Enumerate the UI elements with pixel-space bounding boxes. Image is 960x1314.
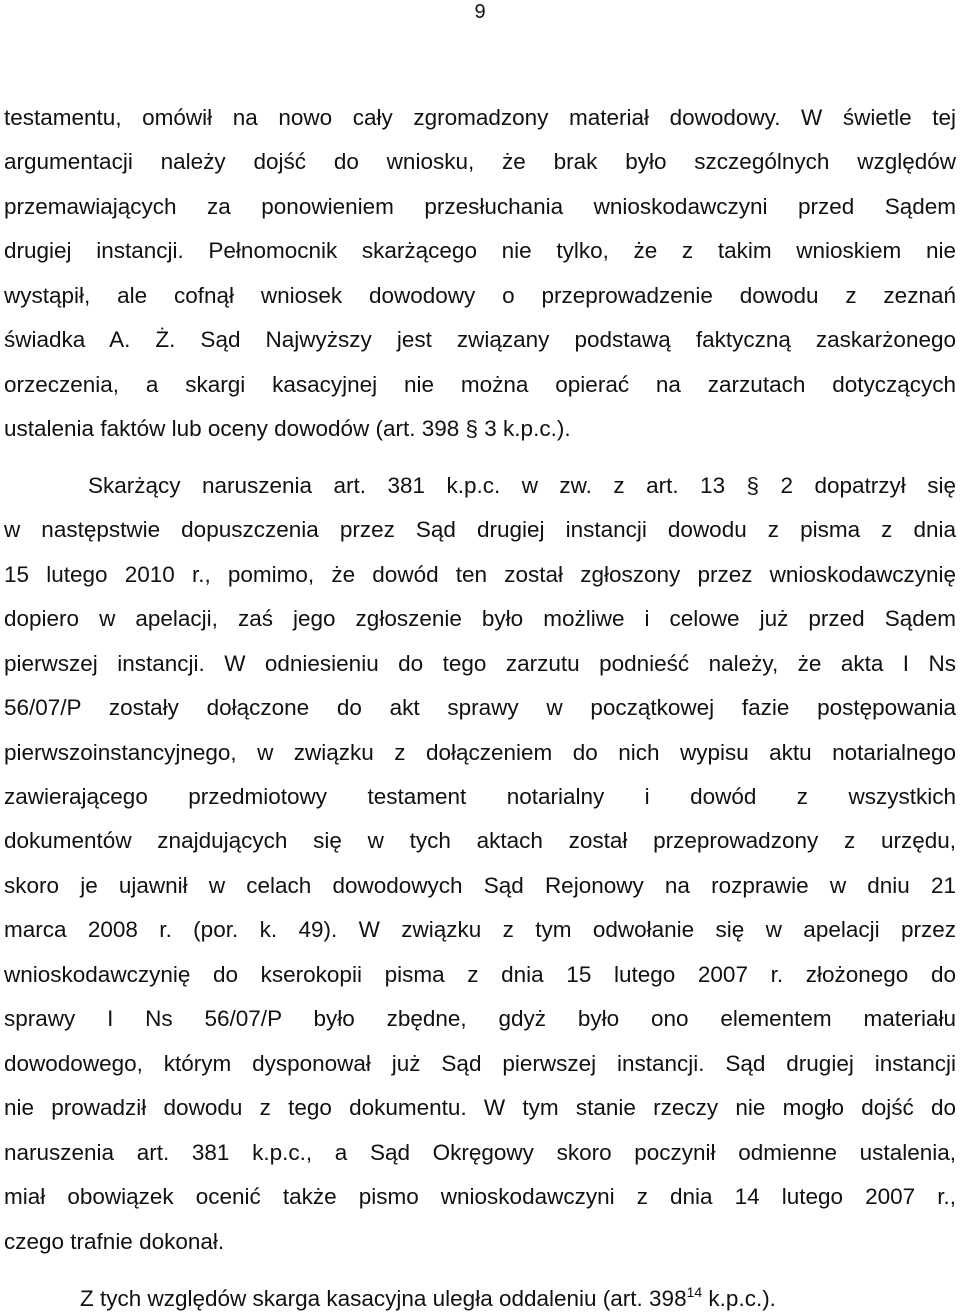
text-line: marca 2008 r. (por. k. 49). W związku z tym odwołanie się w apelacji przez bbox=[4, 917, 956, 942]
text-line: skoro je ujawnił w celach dowodowych Sąd Rejonowy na rozprawie w dniu 21 bbox=[4, 873, 956, 898]
text-line: czego trafnie dokonał. bbox=[4, 1229, 225, 1254]
text-line: argumentacji należy dojść do wniosku, że brak było szczególnych względów bbox=[4, 149, 956, 174]
text-line: świadka A. Ż. Sąd Najwyższy jest związany podstawą faktyczną zaskarżonego bbox=[4, 327, 956, 352]
text-line: pierwszej instancji. W odniesieniu do tego zarzutu podnieść należy, że akta I Ns bbox=[4, 651, 956, 676]
page-number: 9 bbox=[474, 1, 486, 23]
text-line: 15 lutego 2010 r., pomimo, że dowód ten został zgłoszony przez wnioskodawczynię bbox=[4, 562, 956, 587]
text-line: testamentu, omówił na nowo cały zgromadzony materiał dowodowy. W świetle tej bbox=[4, 105, 956, 130]
text-line: naruszenia art. 381 k.p.c., a Sąd Okręgowy skoro poczynił odmienne ustalenia, bbox=[4, 1140, 956, 1165]
text-line: zawierającego przedmiotowy testament notarialny i dowód z wszystkich bbox=[4, 784, 956, 809]
text-line: wnioskodawczynię do kserokopii pisma z dnia 15 lutego 2007 r. złożonego do bbox=[4, 962, 956, 987]
text-line: dokumentów znajdujących się w tych aktach został przeprowadzony z urzędu, bbox=[4, 828, 956, 853]
text-line: ustalenia faktów lub oceny dowodów (art. 398 § 3 k.p.c.). bbox=[4, 416, 571, 441]
closing-sentence bbox=[80, 1284, 776, 1314]
text-line: drugiej instancji. Pełnomocnik skarżącego nie tylko, że z takim wnioskiem nie bbox=[4, 238, 956, 263]
text-line: wystąpił, ale cofnął wniosek dowodowy o przeprowadzenie dowodu z zeznań bbox=[4, 283, 956, 308]
text-line: dowodowego, którym dysponował już Sąd pierwszej instancji. Sąd drugiej instancji bbox=[4, 1051, 956, 1076]
closing-sentence-end: k.p.c.). bbox=[702, 1286, 776, 1311]
article-superscript: 14 bbox=[686, 1284, 703, 1300]
text-line: pierwszoinstancyjnego, w związku z dołączeniem do nich wypisu aktu notarialnego bbox=[4, 740, 956, 765]
text-line: orzeczenia, a skargi kasacyjnej nie można opierać na zarzutach dotyczących bbox=[4, 372, 956, 397]
text-line: nie prowadził dowodu z tego dokumentu. W tym stanie rzeczy nie mogło dojść do bbox=[4, 1095, 956, 1120]
text-line: 56/07/P zostały dołączone do akt sprawy w początkowej fazie postępowania bbox=[4, 695, 956, 720]
text-line: miał obowiązek ocenić także pismo wnioskodawczyni z dnia 14 lutego 2007 r., bbox=[4, 1184, 956, 1209]
closing-sentence-text: Z tych względów skarga kasacyjna uległa oddaleniu (art. 398 bbox=[80, 1286, 687, 1311]
text-line: dopiero w apelacji, zaś jego zgłoszenie było możliwe i celowe już przed Sądem bbox=[4, 606, 956, 631]
paragraph-first-line: Skarżący naruszenia art. 381 k.p.c. w zw. z art. 13 § 2 dopatrzył się bbox=[88, 473, 956, 498]
text-line: przemawiających za ponowieniem przesłuchania wnioskodawczyni przed Sądem bbox=[4, 194, 956, 219]
text-line: w następstwie dopuszczenia przez Sąd drugiej instancji dowodu z pisma z dnia bbox=[4, 517, 956, 542]
text-line: sprawy I Ns 56/07/P było zbędne, gdyż było ono elementem materiału bbox=[4, 1006, 956, 1031]
